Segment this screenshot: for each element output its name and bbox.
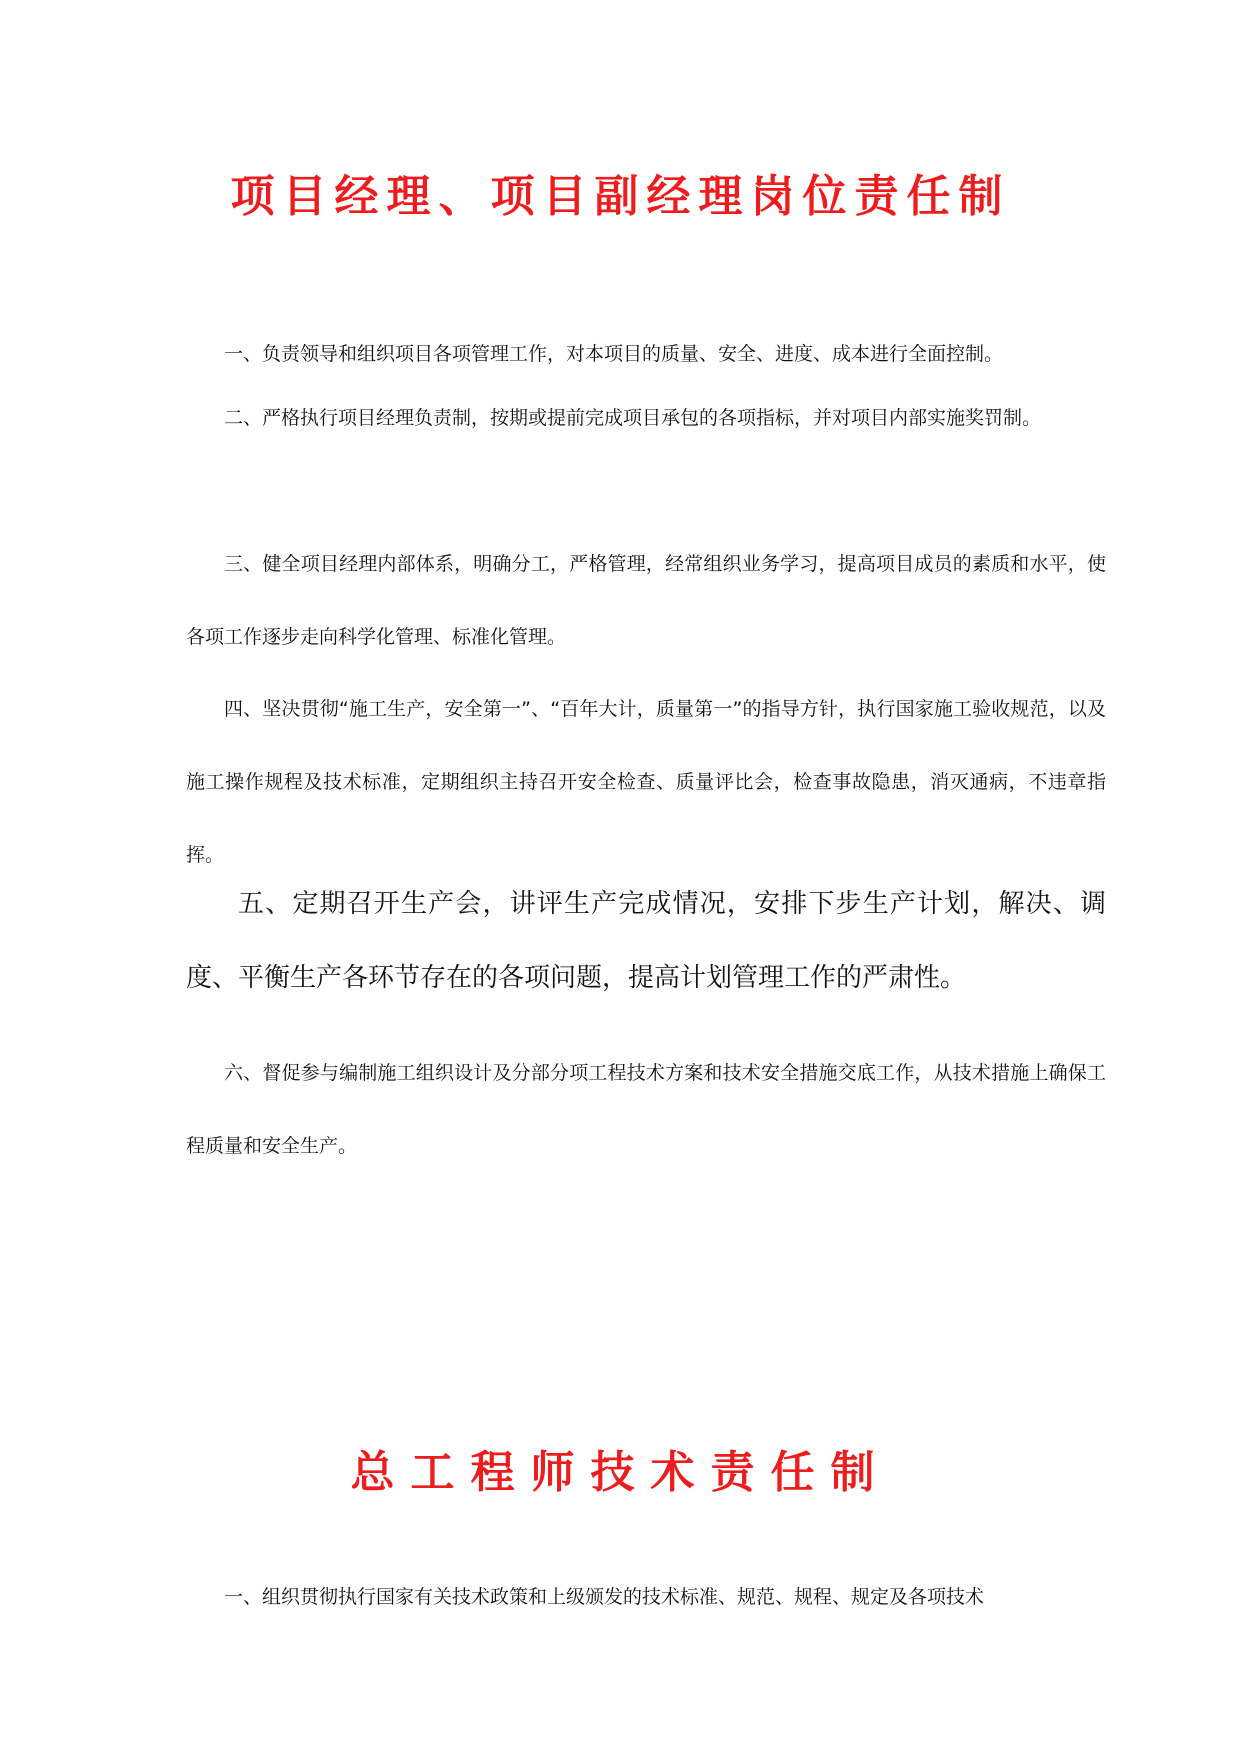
paragraph-6: 六、督促参与编制施工组织设计及分部分项工程技术方案和技术安全措施交底工作，从技术措施上确保工程质量和安全生产。 <box>186 1062 1106 1157</box>
document-title: 项目经理、项目副经理岗位责任制 <box>230 171 1011 222</box>
section-title: 总工程师技术责任制 <box>350 1447 891 1498</box>
paragraph-4: 四、坚决贯彻“施工生产，安全第一”、“百年大计，质量第一”的指导方针，执行国家施工验收规范，以及施工操作规程及技术标准，定期组织主持召开安全检查、质量评比会，检查事故隐患，消灭通病，不违章指挥。 <box>186 698 1106 866</box>
paragraph-3: 三、健全项目经理内部体系，明确分工，严格管理，经常组织业务学习，提高项目成员的素质和水平，使各项工作逐步走向科学化管理、标准化管理。 <box>186 553 1106 648</box>
paragraph-7: 一、组织贯彻执行国家有关技术政策和上级颁发的技术标准、规范、规程、规定及各项技术 <box>224 1586 985 1608</box>
paragraph-1: 一、负责领导和组织项目各项管理工作，对本项目的质量、安全、进度、成本进行全面控制。 <box>224 343 1004 365</box>
paragraph-2: 二、严格执行项目经理负责制，按期或提前完成项目承包的各项指标，并对项目内部实施奖罚制。 <box>224 407 1042 429</box>
paragraph-5: 五、定期召开生产会，讲评生产完成情况，安排下步生产计划，解决、调度、平衡生产各环节存在的各项问题，提高计划管理工作的严肃性。 <box>186 889 1106 993</box>
